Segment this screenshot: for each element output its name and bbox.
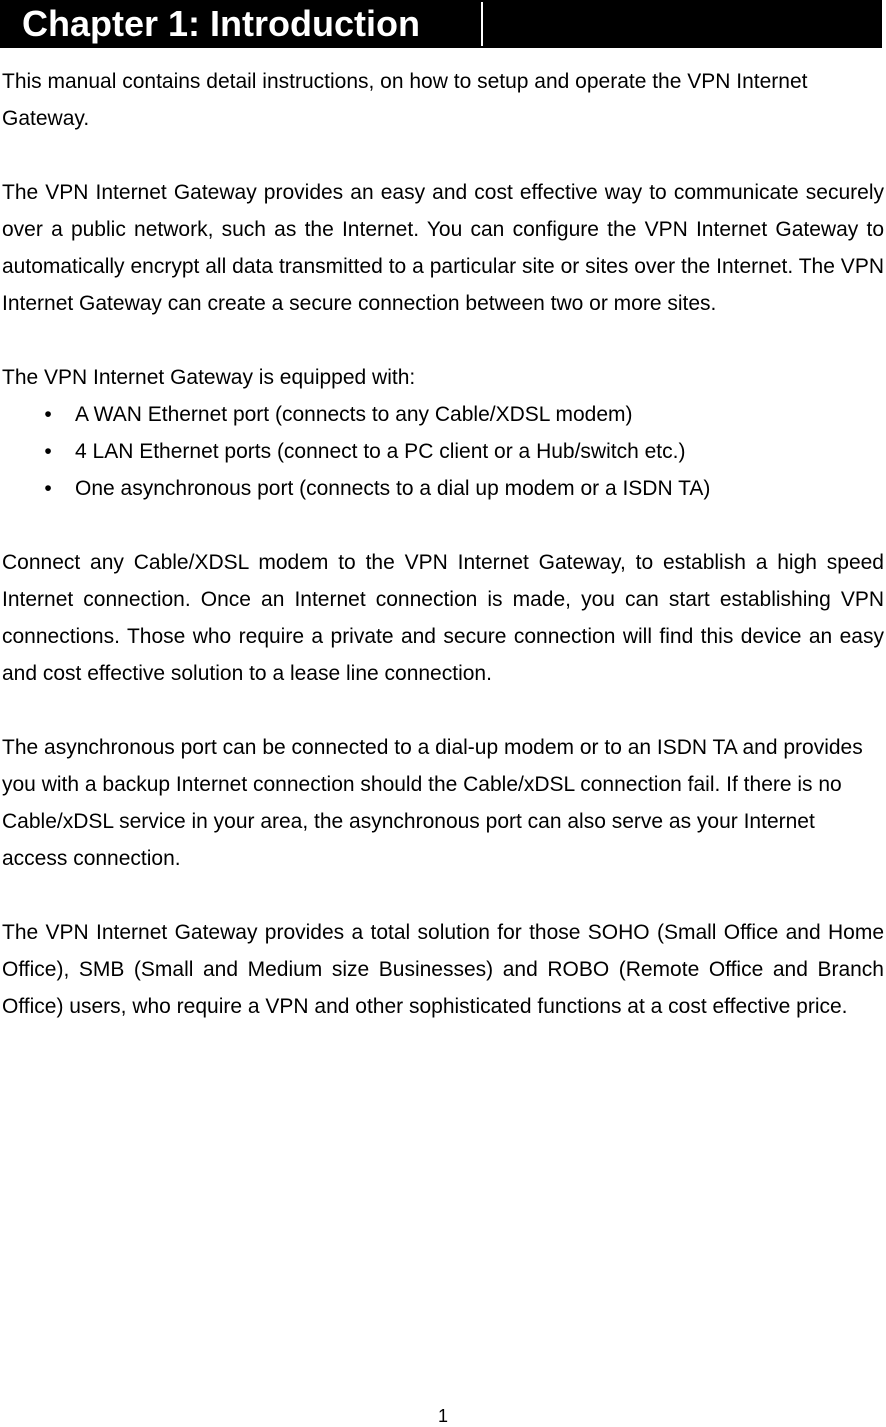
list-item-text: A WAN Ethernet port (connects to any Cable/XDSL modem): [75, 403, 633, 426]
list-item: [2, 470, 884, 507]
intro-paragraph: This manual contains detail instructions, on how to setup and operate the VPN Internet Gateway.: [2, 70, 808, 130]
list-item: [2, 396, 884, 433]
list-item: [2, 433, 884, 470]
bullet-icon: •: [44, 440, 52, 463]
overview-paragraph: The VPN Internet Gateway provides an easy and cost effective way to communicate securely over a public network, such as the Internet. You can configure the VPN Internet Gateway to automatically encrypt all data transmitted to a particular site or sites over the Internet. The VPN Internet Gateway can create a secure connection between two or more sites.: [2, 181, 884, 315]
title-divider: [481, 2, 483, 46]
chapter-header-bar: [0, 0, 882, 48]
list-item-text: One asynchronous port (connects to a dial up modem or a ISDN TA): [75, 477, 711, 500]
equipped-lead-text: The VPN Internet Gateway is equipped with:: [2, 366, 416, 389]
bullet-icon: •: [44, 477, 52, 500]
chapter-title: Chapter 1: Introduction: [22, 3, 420, 44]
document-body: [2, 63, 884, 1062]
async-port-paragraph: The asynchronous port can be connected to a dial-up modem or to an ISDN TA and provides you with a backup Internet connection should the Cable/xDSL connection fail. If there is no Cable/xDSL service in your area, the asynchronous port can also serve as your Internet access connection.: [2, 736, 863, 870]
page-number: 1: [437, 1406, 448, 1426]
total-solution-paragraph: The VPN Internet Gateway provides a total solution for those SOHO (Small Office and Home Office), SMB (Small and Medium size Businesses) and ROBO (Remote Office and Branch Office) users, who require a VPN and other sophisticated functions at a cost effective price.: [2, 921, 884, 1018]
list-item-text: 4 LAN Ethernet ports (connect to a PC client or a Hub/switch etc.): [75, 440, 686, 463]
equipment-list: [2, 396, 884, 507]
connect-paragraph: Connect any Cable/XDSL modem to the VPN Internet Gateway, to establish a high speed Internet connection. Once an Internet connection is made, you can start establishing VPN connections. Those who require a private and secure connection will find this device an easy and cost effective solution to a lease line connection.: [2, 551, 884, 685]
bullet-icon: •: [44, 403, 52, 426]
